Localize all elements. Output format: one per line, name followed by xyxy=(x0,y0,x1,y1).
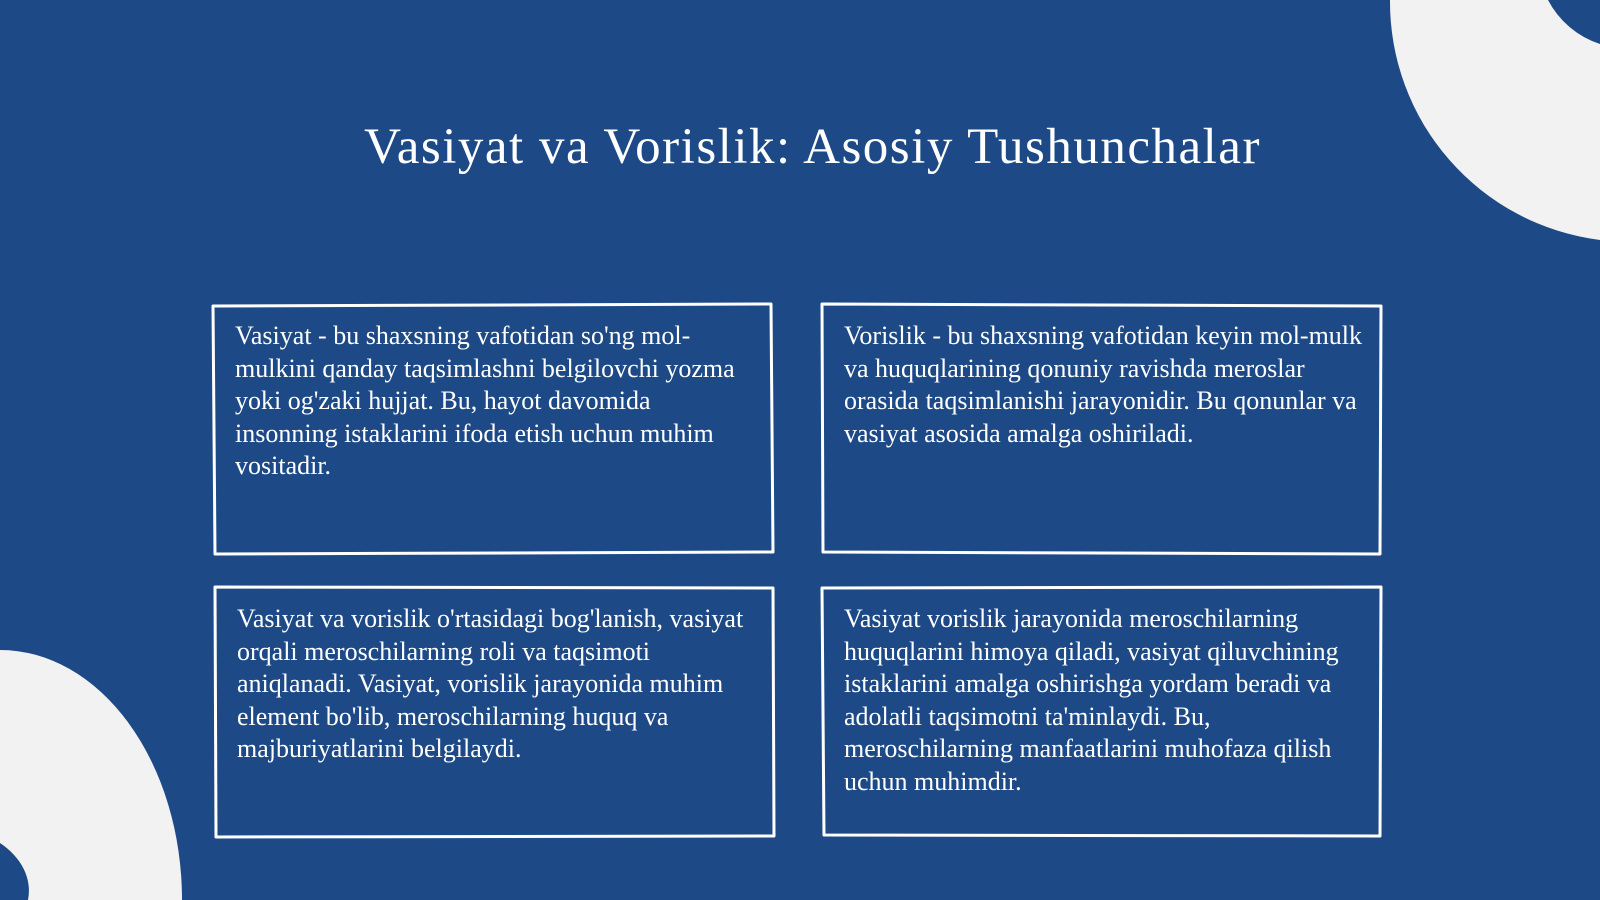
importance-card xyxy=(822,587,1362,837)
card-text: Vorislik - bu shaxsning vafotidan keyin mol-mulk va huquqlarining qonuniy ravishda meroslar orasida taqsimlanishi jarayonidir. Bu qonunlar va vasiyat asosida amalga oshiriladi. xyxy=(844,321,1363,448)
card-text: Vasiyat - bu shaxsning vafotidan so'ng mol-mulkini qanday taqsimlashni belgilovchi yozma yoki og'zaki hujjat. Bu, hayot davomida insonning istaklarini ifoda etish uchun muhim vositadir. xyxy=(235,321,735,480)
bottom-left-arc-shape xyxy=(0,650,182,900)
definition-card-vasiyat xyxy=(213,304,753,554)
card-text: Vasiyat va vorislik o'rtasidagi bog'lanish, vasiyat orqali meroschilarning roli va taqsimoti aniqlanadi. Vasiyat, vorislik jarayonida muhim element bo'lib, meroschilarning huquq va majburiyatlarini belgilaydi. xyxy=(237,604,744,763)
page-title: Vasiyat va Vorislik: Asosiy Tushunchalar xyxy=(364,119,1261,175)
definition-card-vorislik xyxy=(822,304,1362,554)
relationship-card xyxy=(215,587,755,837)
card-text: Vasiyat vorislik jarayonida meroschilarning huquqlarini himoya qiladi, vasiyat qiluvchining istaklarini amalga oshirishga yordam beradi va adolatli taqsimotni ta'minlaydi. Bu, meroschilarning manfaatlarini muhofaza qilish uchun muhimdir. xyxy=(844,604,1339,796)
